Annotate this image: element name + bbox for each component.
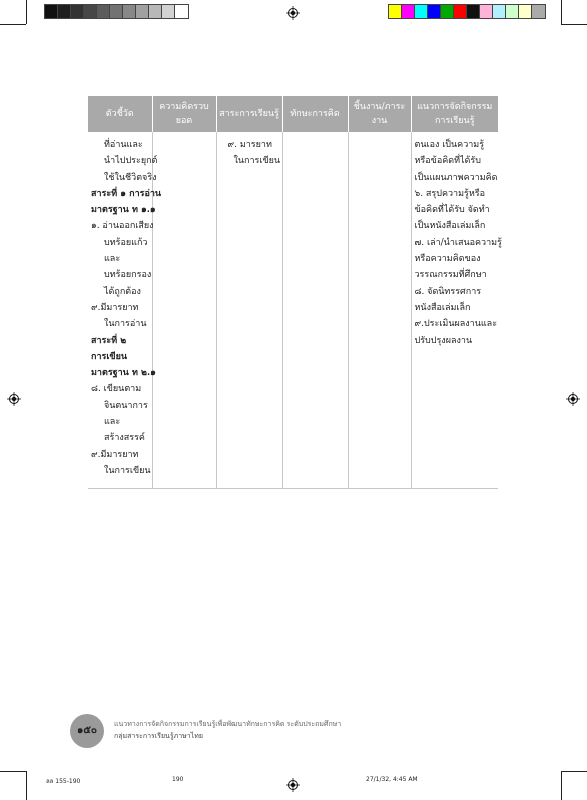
registration-mark-icon <box>286 6 300 20</box>
cell-concept <box>152 132 216 489</box>
cell-line: หนังสือเล่มเล็ก <box>414 302 471 313</box>
color-swatch <box>506 5 519 18</box>
cell-line: ที่อ่านและ <box>104 140 143 150</box>
cell-activities <box>411 132 502 489</box>
crop-mark <box>26 771 27 800</box>
cell-line: ๖. สรุปความรู้หรือ <box>414 188 486 199</box>
cell-line: ปรับปรุงผลงาน <box>414 335 473 346</box>
cell-learning-content <box>216 132 282 489</box>
cell-line: นำไปประยุกต์ <box>104 156 158 167</box>
crop-mark <box>561 771 587 772</box>
crop-mark <box>561 24 587 25</box>
registration-mark-icon <box>286 778 300 792</box>
color-swatch <box>71 5 84 18</box>
standard-heading: มาตรฐาน ท ๒.๑ <box>91 368 156 379</box>
header-activities: แนวการจัดกิจกรรมการเรียนรู้ <box>411 96 498 132</box>
strand-heading: สาระที่ ๒ <box>91 335 127 346</box>
cell-line: บทร้อยกรอง <box>104 270 152 281</box>
standard-heading: มาตรฐาน ท ๑.๑ <box>91 205 156 216</box>
color-swatch <box>428 5 441 18</box>
cell-thinking-skills <box>282 132 348 489</box>
crop-mark <box>561 771 562 800</box>
cell-line: ๘. จัดนิทรรศการ <box>414 286 482 297</box>
color-swatch <box>58 5 71 18</box>
cell-line: ๑. อ่านออกเสียง <box>91 221 154 232</box>
cell-line: เป็นแผนภาพความคิด <box>414 172 498 183</box>
slug-file: ลล 155-190 <box>46 778 81 785</box>
table-row <box>88 132 498 489</box>
crop-mark <box>561 0 562 24</box>
cell-line: ในการอ่าน <box>104 319 147 330</box>
color-swatch <box>123 5 136 18</box>
process-color-bar <box>388 4 546 19</box>
color-swatch <box>149 5 162 18</box>
color-swatch <box>45 5 58 18</box>
page-number-badge: ๑๕๐ <box>70 714 104 748</box>
cell-line: บทร้อยแก้ว <box>104 237 148 248</box>
cell-line: ๙.มีมารยาท <box>91 302 139 313</box>
cell-line: หรือความคิดของ <box>414 254 481 265</box>
color-swatch <box>415 5 428 18</box>
crop-mark <box>26 0 27 24</box>
registration-mark-icon <box>566 392 580 406</box>
cell-line: ในการเขียน <box>104 465 151 476</box>
cell-line: ในการเขียน <box>233 156 281 167</box>
color-swatch <box>84 5 97 18</box>
cell-line: ได้ถูกต้อง <box>104 286 141 297</box>
header-indicators: ตัวชี้วัด <box>88 96 152 132</box>
color-swatch <box>162 5 175 18</box>
color-swatch <box>175 5 188 18</box>
color-swatch <box>467 5 480 18</box>
color-swatch <box>110 5 123 18</box>
grayscale-color-bar <box>44 4 189 19</box>
cell-line: ข้อคิดที่ได้รับ จัดทำ <box>414 205 490 216</box>
header-thinking-skills: ทักษะการคิด <box>282 96 348 132</box>
cell-line: เป็นหนังสือเล่มเล็ก <box>414 221 486 232</box>
slug-page: 190 <box>172 776 184 783</box>
slug-date: 27/1/32, 4:45 AM <box>366 776 418 783</box>
color-swatch <box>441 5 454 18</box>
color-swatch <box>402 5 415 18</box>
crop-mark <box>0 771 26 772</box>
cell-line: วรรณกรรมที่ศึกษา <box>414 270 487 281</box>
lesson-plan-table <box>88 96 502 489</box>
header-concept: ความคิดรวบยอด <box>152 96 216 132</box>
cell-line: หรือข้อคิดที่ได้รับ <box>414 156 481 167</box>
cell-line: ใช้ในชีวิตจริง <box>104 172 157 183</box>
cell-line: สร้างสรรค์ <box>104 433 145 444</box>
cell-line: ตนเอง เป็นความรู้ <box>414 140 485 150</box>
cell-line: ๙. มารยาท <box>227 140 272 150</box>
subject-group: กลุ่มสาระการเรียนรู้ภาษาไทย <box>114 732 203 740</box>
cell-line: ๗. เล่า/นำเสนอความรู้ <box>414 237 502 248</box>
registration-mark-icon <box>7 392 21 406</box>
cell-line: และ <box>104 254 121 265</box>
color-swatch <box>97 5 110 18</box>
cell-line: ๙.ประเมินผลงานและ <box>414 319 498 330</box>
color-swatch <box>532 5 545 18</box>
color-swatch <box>389 5 402 18</box>
color-swatch <box>480 5 493 18</box>
strand-heading: การเขียน <box>91 351 127 362</box>
cell-tasks <box>348 132 411 489</box>
cell-line: ๘. เขียนตาม <box>91 384 142 395</box>
color-swatch <box>136 5 149 18</box>
table-header-row <box>88 96 498 132</box>
color-swatch <box>454 5 467 18</box>
color-swatch <box>493 5 506 18</box>
header-learning-content: สาระการเรียนรู้ <box>216 96 282 132</box>
header-tasks: ชิ้นงาน/ภาระงาน <box>348 96 411 132</box>
cell-indicators <box>88 132 162 489</box>
cell-line: ๙.มีมารยาท <box>91 449 139 460</box>
strand-heading: สาระที่ ๑ การอ่าน <box>91 188 162 199</box>
crop-mark <box>0 24 26 25</box>
cell-line: จินตนาการ <box>104 400 148 411</box>
color-swatch <box>519 5 532 18</box>
cell-line: และ <box>104 417 121 428</box>
book-title: แนวทางการจัดกิจกรรมการเรียนรู้เพื่อพัฒนาทักษะการคิด ระดับประถมศึกษา <box>114 720 342 728</box>
